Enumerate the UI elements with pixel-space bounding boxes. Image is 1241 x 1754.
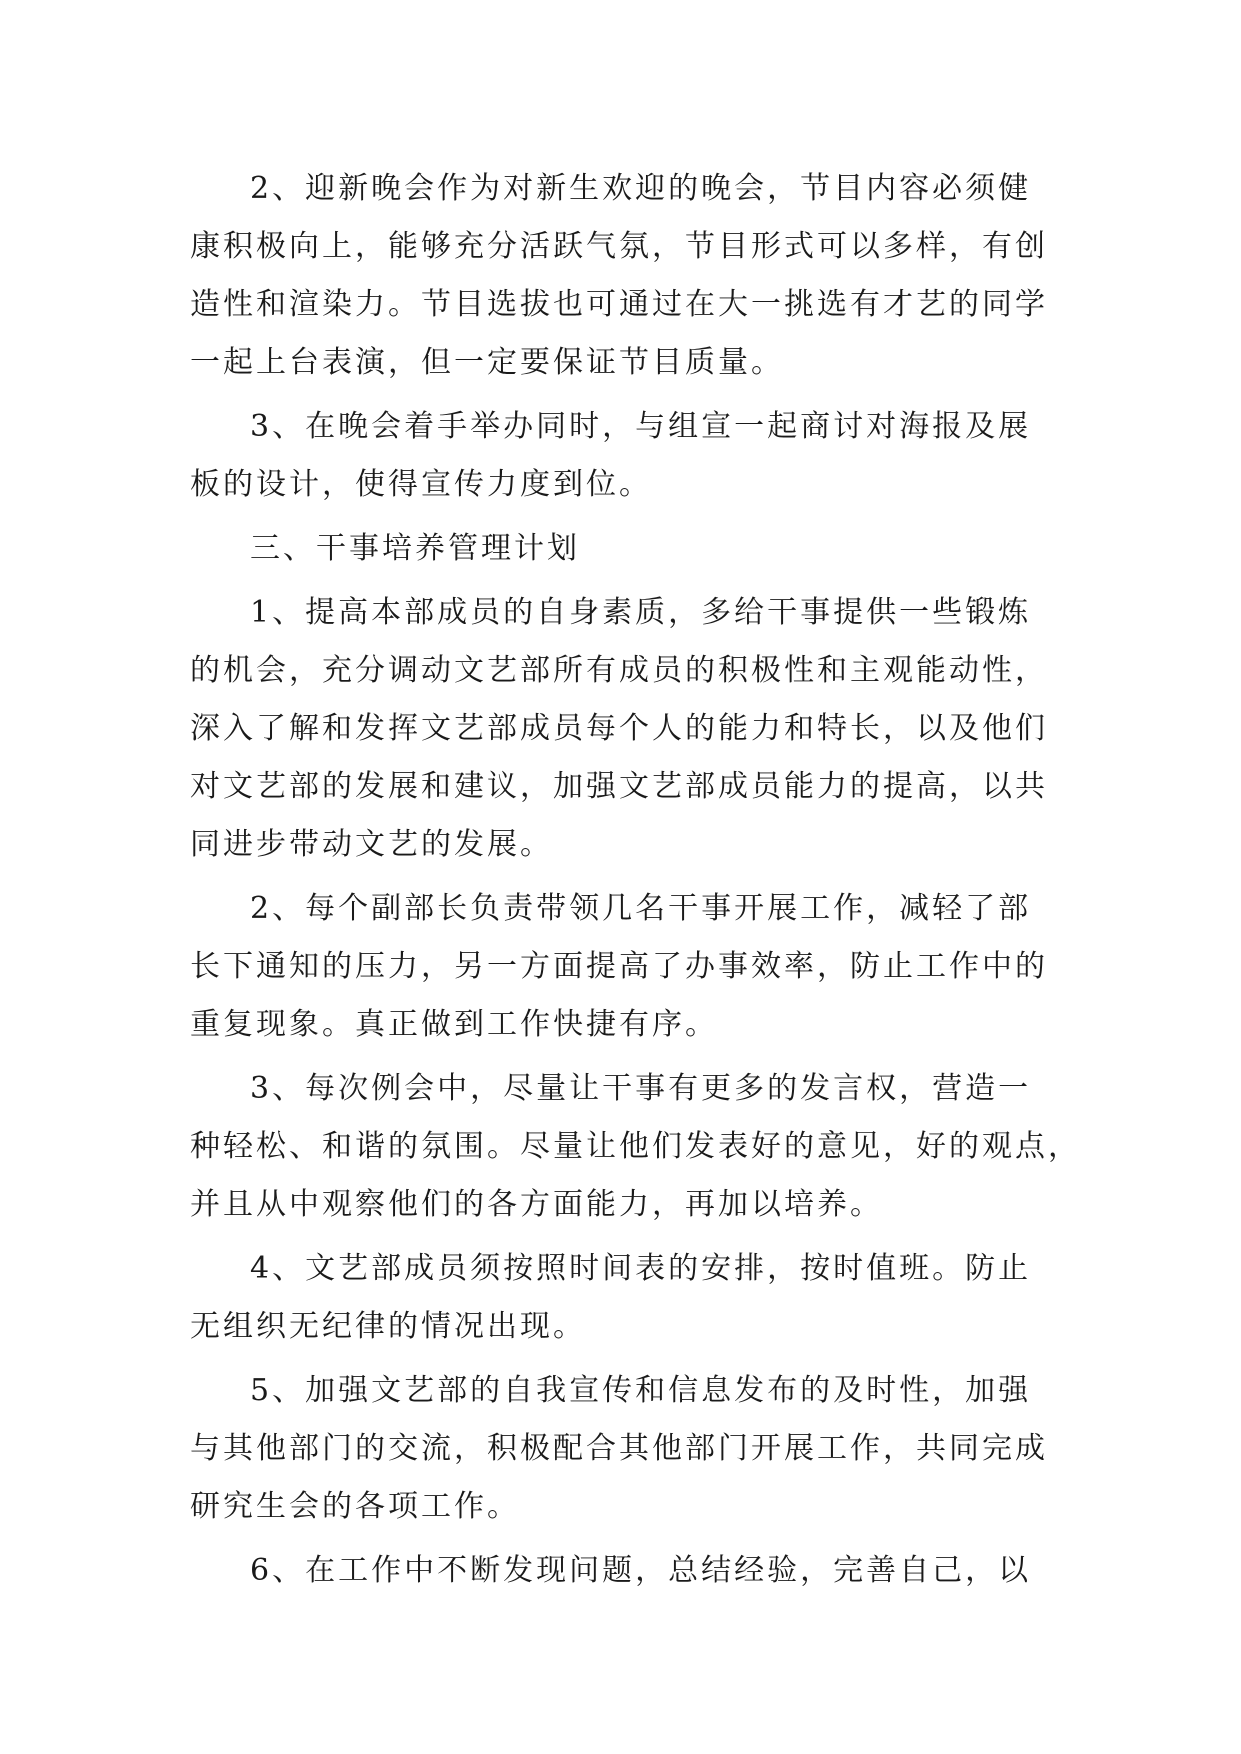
paragraph-line: 种轻松、和谐的氛围。尽量让他们发表好的意见，好的观点， bbox=[190, 1129, 1081, 1164]
paragraph bbox=[190, 1542, 1060, 1600]
paragraph-line: 长下通知的压力，另一方面提高了办事效率，防止工作中的 bbox=[190, 949, 1048, 984]
paragraph-line: 康积极向上，能够充分活跃气氛，节目形式可以多样，有创 bbox=[190, 229, 1048, 264]
document-body bbox=[190, 160, 1081, 1606]
paragraph-line: 一起上台表演，但一定要保证节目质量。 bbox=[190, 345, 784, 380]
paragraph-line: 对文艺部的发展和建议，加强文艺部成员能力的提高，以共 bbox=[190, 769, 1048, 804]
paragraph bbox=[190, 880, 1060, 1054]
paragraph-line: 6、在工作中不断发现问题，总结经验，完善自己，以 bbox=[250, 1553, 1032, 1588]
paragraph-line: 2、迎新晚会作为对新生欢迎的晚会，节目内容必须健 bbox=[250, 171, 1032, 206]
paragraph-line: 的机会，充分调动文艺部所有成员的积极性和主观能动性， bbox=[190, 653, 1048, 688]
paragraph-line: 重复现象。真正做到工作快捷有序。 bbox=[190, 1007, 718, 1042]
paragraph bbox=[190, 1060, 1081, 1234]
paragraph-line: 1、提高本部成员的自身素质，多给干事提供一些锻炼 bbox=[250, 595, 1032, 630]
paragraph bbox=[190, 520, 1060, 578]
paragraph-line: 5、加强文艺部的自我宣传和信息发布的及时性，加强 bbox=[250, 1373, 1032, 1408]
paragraph-line: 造性和渲染力。节目选拔也可通过在大一挑选有才艺的同学 bbox=[190, 287, 1048, 322]
paragraph-line: 深入了解和发挥文艺部成员每个人的能力和特长，以及他们 bbox=[190, 711, 1048, 746]
paragraph-line: 与其他部门的交流，积极配合其他部门开展工作，共同完成 bbox=[190, 1431, 1048, 1466]
paragraph bbox=[190, 1240, 1060, 1356]
paragraph-line: 3、每次例会中，尽量让干事有更多的发言权，营造一 bbox=[250, 1071, 1032, 1106]
paragraph-line: 并且从中观察他们的各方面能力，再加以培养。 bbox=[190, 1187, 883, 1222]
paragraph bbox=[190, 398, 1060, 514]
paragraph-line: 4、文艺部成员须按照时间表的安排，按时值班。防止 bbox=[250, 1251, 1032, 1286]
paragraph-line: 2、每个副部长负责带领几名干事开展工作，减轻了部 bbox=[250, 891, 1032, 926]
paragraph bbox=[190, 1362, 1060, 1536]
paragraph-line: 三、干事培养管理计划 bbox=[250, 531, 580, 566]
paragraph-line: 同进步带动文艺的发展。 bbox=[190, 827, 553, 862]
paragraph bbox=[190, 584, 1060, 874]
paragraph-line: 研究生会的各项工作。 bbox=[190, 1489, 520, 1524]
paragraph bbox=[190, 160, 1060, 392]
paragraph-line: 3、在晚会着手举办同时，与组宣一起商讨对海报及展 bbox=[250, 409, 1032, 444]
paragraph-line: 板的设计，使得宣传力度到位。 bbox=[190, 467, 652, 502]
paragraph-line: 无组织无纪律的情况出现。 bbox=[190, 1309, 586, 1344]
